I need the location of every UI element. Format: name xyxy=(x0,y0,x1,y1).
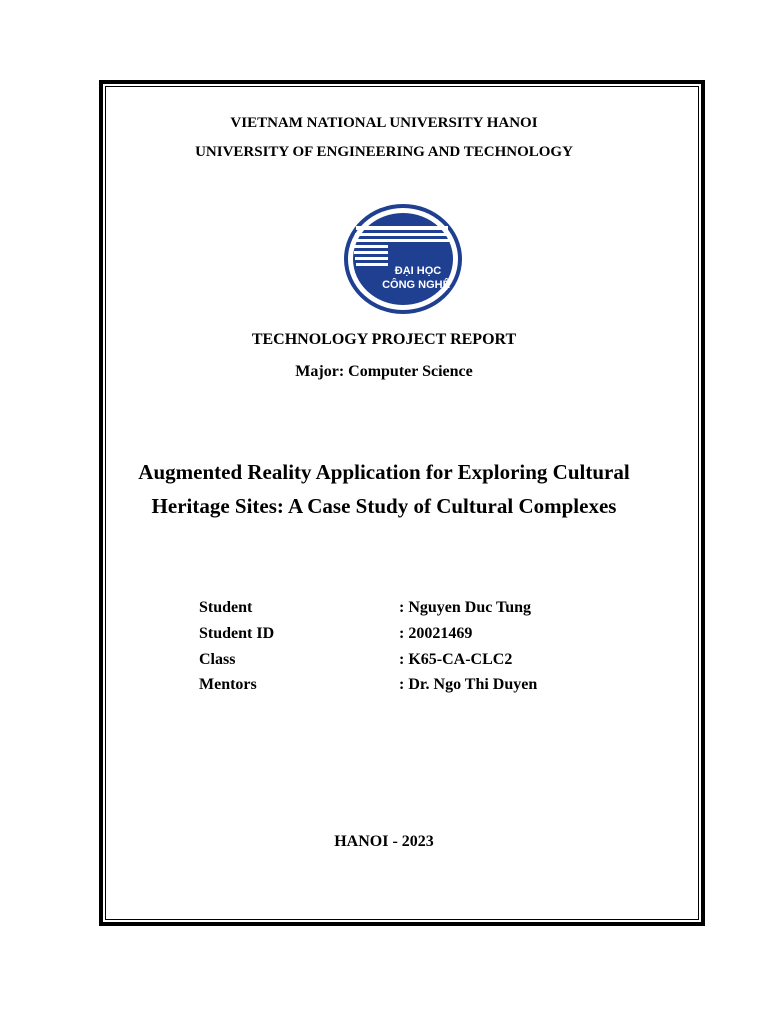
project-title-line1: Augmented Reality Application for Exploring Cultural xyxy=(138,460,630,484)
university-name: VIETNAM NATIONAL UNIVERSITY HANOI xyxy=(230,115,538,131)
university-logo xyxy=(342,202,464,316)
info-label: Class xyxy=(199,651,236,668)
report-type: TECHNOLOGY PROJECT REPORT xyxy=(251,331,517,348)
place-and-year: HANOI - 2023 xyxy=(334,833,434,850)
info-row-student-id xyxy=(199,625,619,647)
info-label: Student xyxy=(199,599,253,616)
info-label: Mentors xyxy=(199,676,257,693)
logo-text-line1: ĐẠI HỌC xyxy=(394,265,442,277)
info-value: : 20021469 xyxy=(399,625,473,642)
info-value: : Dr. Ngo Thi Duyen xyxy=(399,676,538,693)
logo-text-line2: CÔNG NGHỆ xyxy=(382,279,450,291)
project-title-line2: Heritage Sites: A Case Study of Cultural Complexes xyxy=(151,494,617,518)
major-line: Major: Computer Science xyxy=(295,363,473,380)
info-row-class xyxy=(199,651,619,673)
info-row-mentors xyxy=(199,676,619,698)
info-label: Student ID xyxy=(199,625,275,642)
info-value: : Nguyen Duc Tung xyxy=(399,599,532,616)
info-value: : K65-CA-CLC2 xyxy=(399,651,513,668)
info-row-student xyxy=(199,599,619,621)
faculty-name: UNIVERSITY OF ENGINEERING AND TECHNOLOGY xyxy=(195,144,573,160)
